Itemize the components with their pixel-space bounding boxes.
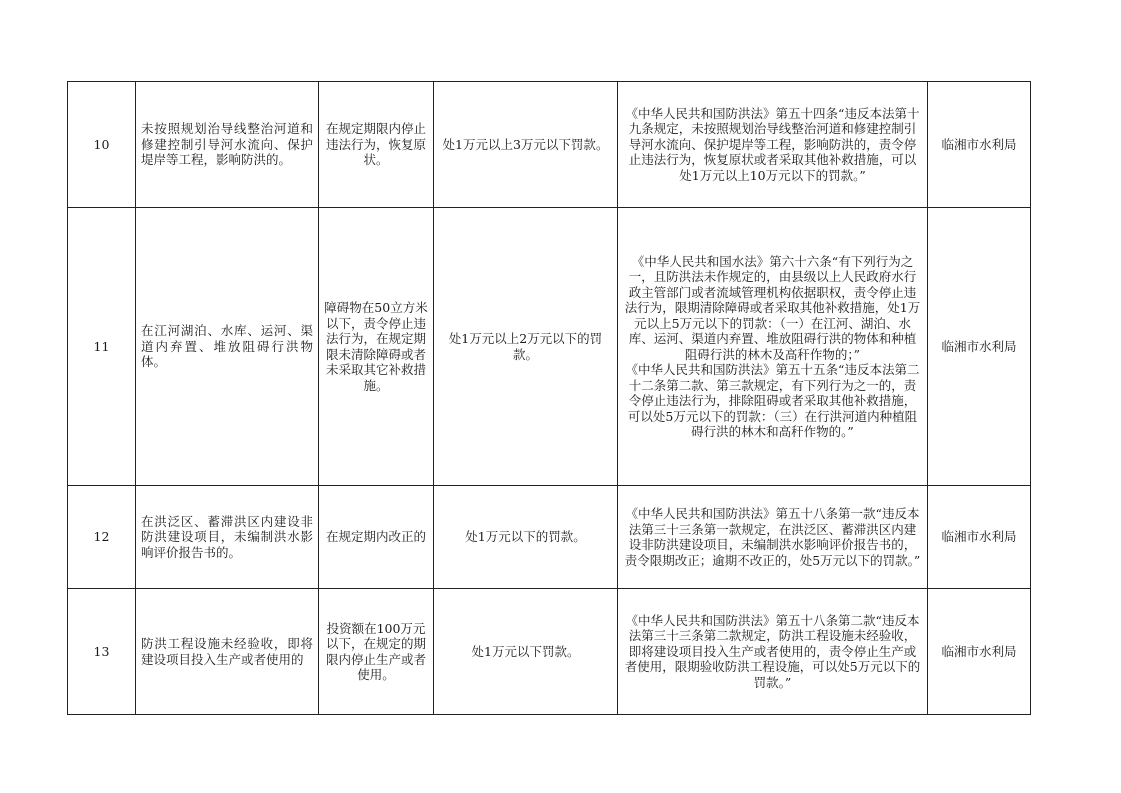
fine-amount: 处1万元以上2万元以下的罚款。 [434, 208, 618, 486]
legal-basis-text: 《中华人民共和国防洪法》第五十五条“违反本法第二十二条第二款、第三款规定，有下列行为之一的，责令停止违法行为，排除阻碍或者采取其他补救措施，可以处5万元以下的罚款：（三）在行洪河道内种植阻碍行洪的林木和高秆作物的。” [625, 362, 920, 439]
penalty-table [67, 81, 1031, 715]
enforcement-department: 临湘市水利局 [928, 589, 1031, 715]
correction-requirement: 在规定期内改正的 [319, 486, 434, 589]
table-row [68, 589, 1031, 715]
violation-description: 在洪泛区、蓄滞洪区内建设非防洪建设项目，未编制洪水影响评价报告书的。 [136, 486, 319, 589]
legal-basis [618, 589, 928, 715]
legal-basis-text: 《中华人民共和国防洪法》第五十八条第二款“违反本法第三十三条第二款规定，防洪工程设施未经验收，即将建设项目投入生产或者使用的，责令停止生产或者使用，限期验收防洪工程设施，可以处5万元以下的罚款。” [624, 612, 921, 690]
row-number: 10 [68, 82, 136, 208]
row-number: 13 [68, 589, 136, 715]
legal-basis-text: 《中华人民共和国水法》第六十六条“有下列行为之一，且防洪法未作规定的，由县级以上人民政府水行政主管部门或者流域管理机构依据职权，责令停止违法行为，限期清除障碍或者采取其他补救措施，处1万元以上5万元以下的罚款：（一）在江河、湖泊、水库、运河、渠道内弃置、堆放阻碍行洪的物体和种植阻碍行洪的林木及高秆作物的；” [624, 253, 921, 362]
legal-basis [618, 208, 928, 486]
table-row [68, 208, 1031, 486]
table-row [68, 82, 1031, 208]
enforcement-department: 临湘市水利局 [928, 486, 1031, 589]
correction-requirement: 在规定期限内停止违法行为，恢复原状。 [319, 82, 434, 208]
legal-basis [618, 82, 928, 208]
legal-basis [618, 486, 928, 589]
legal-basis-text: 《中华人民共和国防洪法》第五十四条“违反本法第十九条规定，未按照规划治导线整治河道和修建控制引导河水流向、保护堤岸等工程，影响防洪的，责令停止违法行为，恢复原状或者采取其他补救措施，可以处1万元以上10万元以下的罚款。” [625, 105, 920, 183]
fine-amount: 处1万元以下罚款。 [434, 589, 618, 715]
correction-requirement: 障碍物在50立方米以下，责令停止违法行为，在规定期限未清除障碍或者未采取其它补救措施。 [319, 208, 434, 486]
table-row [68, 486, 1031, 589]
row-number: 11 [68, 208, 136, 486]
row-number: 12 [68, 486, 136, 589]
correction-requirement: 投资额在100万元以下，在规定的期限内停止生产或者使用。 [319, 589, 434, 715]
violation-description: 在江河湖泊、水库、运河、渠道内弃置、堆放阻碍行洪物体。 [136, 208, 319, 486]
fine-amount: 处1万元以上3万元以下罚款。 [434, 82, 618, 208]
violation-description: 未按照规划治导线整治河道和修建控制引导河水流向、保护堤岸等工程，影响防洪的。 [136, 82, 319, 208]
fine-amount: 处1万元以下的罚款。 [434, 486, 618, 589]
legal-basis-text: 《中华人民共和国防洪法》第五十八条第一款“违反本法第三十三条第一款规定，在洪泛区、蓄滞洪区内建设非防洪建设项目，未编制洪水影响评价报告书的，责令限期改正；逾期不改正的，处5万元以下的罚款。” [624, 506, 921, 568]
enforcement-department: 临湘市水利局 [928, 208, 1031, 486]
violation-description: 防洪工程设施未经验收，即将建设项目投入生产或者使用的 [136, 589, 319, 715]
enforcement-department: 临湘市水利局 [928, 82, 1031, 208]
